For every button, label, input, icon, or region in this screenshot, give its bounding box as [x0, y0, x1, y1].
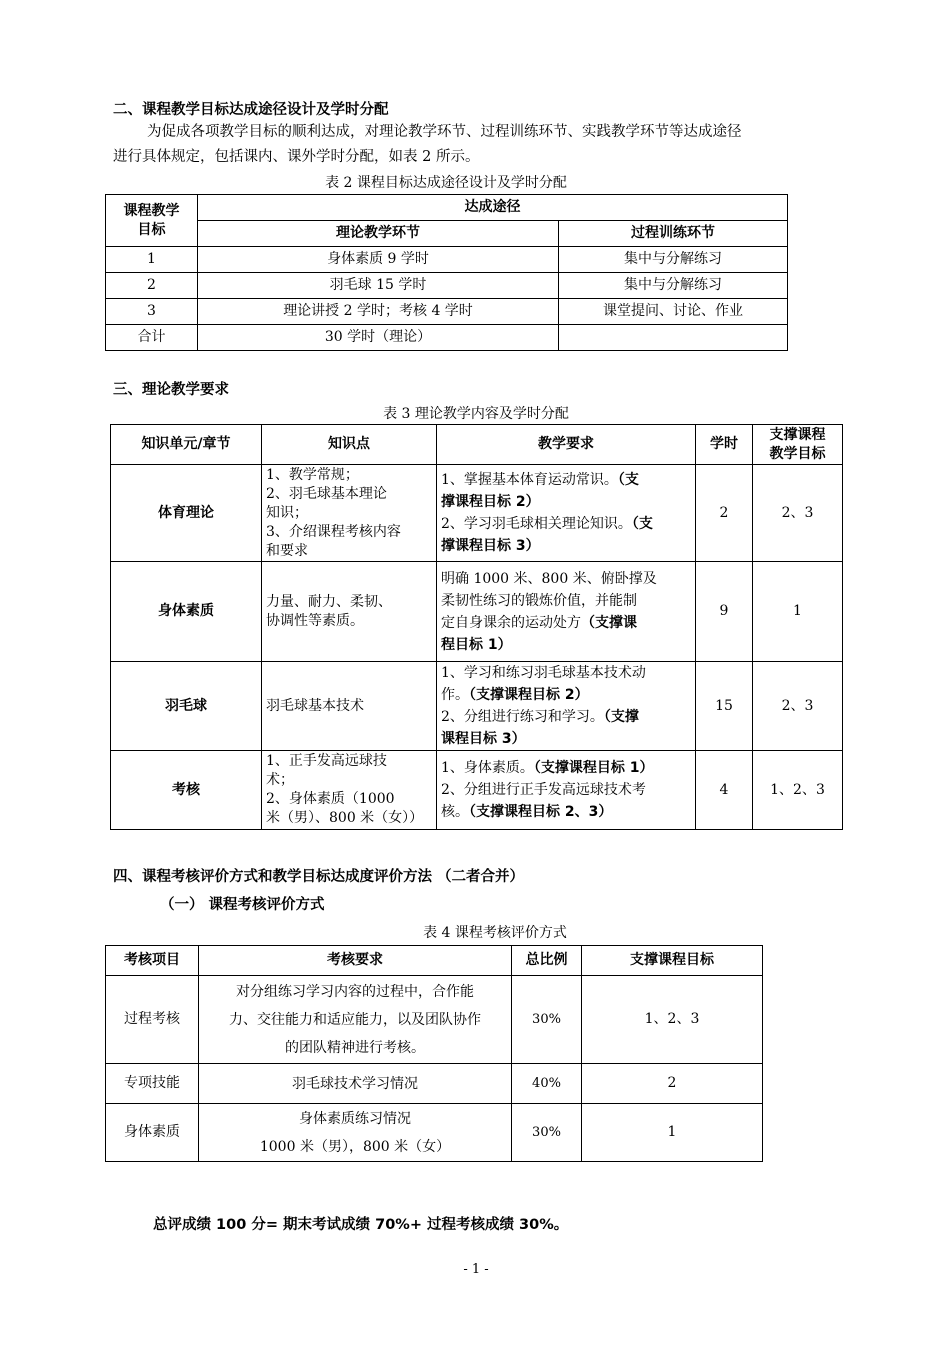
- table3-req-line: [441, 728, 691, 750]
- table3-cell-goals: 1: [753, 562, 843, 662]
- table3-req-text: 1、学习和练习羽毛球基本技术动: [441, 665, 646, 681]
- table4-req-line: 力、交往能力和适应能力，以及团队协作: [229, 1011, 481, 1028]
- table3-cell-req: [437, 562, 696, 662]
- table3-req-bold: （支撑课程目标 2）: [469, 687, 589, 703]
- table3-head-req: 教学要求: [437, 425, 696, 465]
- table3-cell-hours: 9: [696, 562, 753, 662]
- table3-head-hours: 学时: [696, 425, 753, 465]
- section4-heading: 四、课程考核评价方式和教学目标达成度评价方法 （二者合并）: [113, 869, 525, 885]
- table3-cell-goals: 2、3: [753, 465, 843, 562]
- table4-head-item: 考核项目: [106, 946, 199, 976]
- table2-cell-theory: 羽毛球 15 学时: [198, 273, 559, 299]
- table3-cell-unit: 身体素质: [111, 562, 262, 662]
- table2-head-training: 过程训练环节: [559, 221, 788, 247]
- table3-point-line: 术；: [266, 772, 294, 788]
- section2-para-line1: 为促成各项教学目标的顺利达成，对理论教学环节、过程训练环节、实践教学环节等达成途径: [147, 124, 742, 140]
- table3: [110, 424, 843, 830]
- table2-head-path: 达成途径: [198, 195, 788, 221]
- section4-sub-heading: （一） 课程考核评价方式: [160, 897, 325, 913]
- table3-req-text: 柔韧性练习的锻炼价值，并能制: [441, 592, 637, 609]
- table4: [105, 945, 763, 1162]
- table3-cell-req: [437, 662, 696, 751]
- table3-req-bold: （支: [631, 516, 653, 532]
- table2-cell-training: 集中与分解练习: [559, 247, 788, 273]
- table3-req-line: [441, 757, 691, 779]
- table3-req-line: [441, 706, 691, 728]
- table4-cell-item: 身体素质: [106, 1104, 199, 1162]
- table3-req-bold: 课程目标 3）: [441, 731, 526, 747]
- table3-req-line: [441, 634, 691, 656]
- section3-heading: 三、理论教学要求: [113, 382, 229, 398]
- table3-point-line: 和要求: [266, 542, 308, 559]
- table3-cell-points: [262, 662, 437, 751]
- table2-cell-goal: 3: [106, 299, 198, 325]
- table3-point-line: 2、羽毛球基本理论: [266, 485, 387, 502]
- table3-cell-unit: 体育理论: [111, 465, 262, 562]
- table3-point-line: 力量、耐力、柔韧、: [266, 593, 392, 610]
- table4-cell-goal: 1: [582, 1104, 763, 1162]
- table4-req-line: 身体素质练习情况: [299, 1110, 411, 1127]
- table3-req-text: 明确 1000 米、800 米、俯卧撑及: [441, 570, 657, 587]
- table2: [105, 194, 788, 351]
- table4-req-line: 的团队精神进行考核。: [285, 1039, 425, 1056]
- table3-head-goals-l1: 支撑课程: [769, 426, 826, 443]
- table4-req-line: 羽毛球技术学习情况: [292, 1075, 418, 1092]
- table3-point-line: 羽毛球基本技术: [266, 697, 364, 714]
- table2-cell-training: 集中与分解练习: [559, 273, 788, 299]
- table2-head-goal-l2: 目标: [137, 221, 166, 238]
- table3-cell-unit: 考核: [111, 751, 262, 830]
- table4-cell-item: 专项技能: [106, 1064, 199, 1104]
- table4-cell-ratio: 30%: [512, 976, 582, 1064]
- table3-req-line: [441, 590, 691, 612]
- table3-req-line: [441, 469, 691, 491]
- table3-cell-points: [262, 751, 437, 830]
- table3-cell-points: [262, 562, 437, 662]
- table4-cell-goal: 1、2、3: [582, 976, 763, 1064]
- table3-cell-hours: 2: [696, 465, 753, 562]
- section2-para-line2: 进行具体规定，包括课内、课外学时分配，如表 2 所示。: [113, 149, 480, 165]
- table3-point-line: 2、身体素质（1000: [266, 791, 395, 807]
- table4-head-req: 考核要求: [199, 946, 512, 976]
- table3-req-bold: （支: [617, 472, 639, 488]
- table3-cell-hours: 15: [696, 662, 753, 751]
- table2-caption: 表 2 课程目标达成途径设计及学时分配: [325, 175, 567, 191]
- table2-cell-training: [559, 325, 788, 351]
- table3-point-line: 知识；: [266, 504, 308, 521]
- table3-req-text: 2、学习羽毛球相关理论知识。: [441, 516, 632, 532]
- table3-req-bold: （支撑课程目标 2、3）: [469, 804, 613, 820]
- table2-head-goal-l1: 课程教学: [123, 202, 180, 219]
- table2-cell-goal: 合计: [106, 325, 198, 351]
- table2-cell-theory: 身体素质 9 学时: [198, 247, 559, 273]
- table3-req-bold: 程目标 1）: [441, 636, 512, 653]
- table3-req-text: 核。: [441, 804, 469, 820]
- table3-req-bold: （支撑课程目标 1）: [533, 760, 654, 776]
- table4-cell-req: [199, 1104, 512, 1162]
- table3-cell-req: [437, 751, 696, 830]
- table4-cell-req: [199, 1064, 512, 1104]
- table3-req-line: [441, 491, 691, 513]
- table4-caption: 表 4 课程考核评价方式: [423, 925, 567, 941]
- table4-cell-goal: 2: [582, 1064, 763, 1104]
- table3-cell-req: [437, 465, 696, 562]
- table2-cell-goal: 1: [106, 247, 198, 273]
- table3-req-line: [441, 535, 691, 557]
- table4-head-ratio: 总比例: [512, 946, 582, 976]
- table3-req-bold: （支撑: [603, 709, 639, 725]
- table3-cell-goals: 1、2、3: [753, 751, 843, 830]
- table3-head-points: 知识点: [262, 425, 437, 465]
- table3-point-line: 协调性等素质。: [266, 612, 364, 629]
- table2-cell-training: 课堂提问、讨论、作业: [559, 299, 788, 325]
- table3-point-line: 3、介绍课程考核内容: [266, 523, 401, 540]
- table3-req-text: 2、分组进行正手发高远球技术考: [441, 782, 646, 798]
- table3-req-line: [441, 801, 691, 823]
- table3-req-line: [441, 684, 691, 706]
- table3-point-line: 米（男）、800 米（女））: [266, 810, 424, 826]
- table3-head-goals: [753, 425, 843, 465]
- table3-point-line: 1、正手发高远球技: [266, 753, 387, 769]
- table3-req-line: [441, 568, 691, 590]
- table3-req-bold: 撑课程目标 2）: [441, 494, 540, 510]
- table4-req-line: 1000 米（男），800 米（女）: [259, 1138, 451, 1155]
- table2-cell-theory: 30 学时（理论）: [198, 325, 559, 351]
- table3-req-line: [441, 612, 691, 634]
- table3-req-text: 作。: [441, 687, 469, 703]
- table3-req-text: 1、身体素质。: [441, 760, 534, 776]
- table3-head-goals-l2: 教学目标: [769, 445, 826, 462]
- table4-req-line: 对分组练习学习内容的过程中，合作能: [236, 983, 474, 1000]
- table3-req-text: 2、分组进行练习和学习。: [441, 709, 604, 725]
- table3-req-line: [441, 513, 691, 535]
- table3-req-bold: （支撑课: [581, 614, 637, 631]
- table3-cell-hours: 4: [696, 751, 753, 830]
- table3-cell-unit: 羽毛球: [111, 662, 262, 751]
- table3-head-unit: 知识单元/章节: [111, 425, 262, 465]
- table2-cell-theory: 理论讲授 2 学时；考核 4 学时: [198, 299, 559, 325]
- table3-point-line: 1、教学常规；: [266, 466, 359, 483]
- table4-cell-item: 过程考核: [106, 976, 199, 1064]
- table3-req-text: 定自身课余的运动处方: [441, 614, 581, 631]
- table3-req-line: [441, 662, 691, 684]
- table4-cell-ratio: 30%: [512, 1104, 582, 1162]
- page-number: - 1 -: [463, 1262, 489, 1277]
- table3-cell-goals: 2、3: [753, 662, 843, 751]
- table3-req-line: [441, 779, 691, 801]
- table4-head-goal: 支撑课程目标: [582, 946, 763, 976]
- table3-cell-points: [262, 465, 437, 562]
- table2-head-theory: 理论教学环节: [198, 221, 559, 247]
- table3-req-text: 1、掌握基本体育运动常识。: [441, 472, 618, 488]
- table4-cell-req: [199, 976, 512, 1064]
- table2-cell-goal: 2: [106, 273, 198, 299]
- table4-cell-ratio: 40%: [512, 1064, 582, 1104]
- table2-head-goal: [106, 195, 198, 247]
- summary-line: 总评成绩 100 分= 期末考试成绩 70%+ 过程考核成绩 30%。: [153, 1217, 569, 1233]
- table3-req-bold: 撑课程目标 3）: [441, 538, 540, 554]
- table3-caption: 表 3 理论教学内容及学时分配: [383, 406, 569, 422]
- section2-heading: 二、课程教学目标达成途径设计及学时分配: [113, 102, 389, 118]
